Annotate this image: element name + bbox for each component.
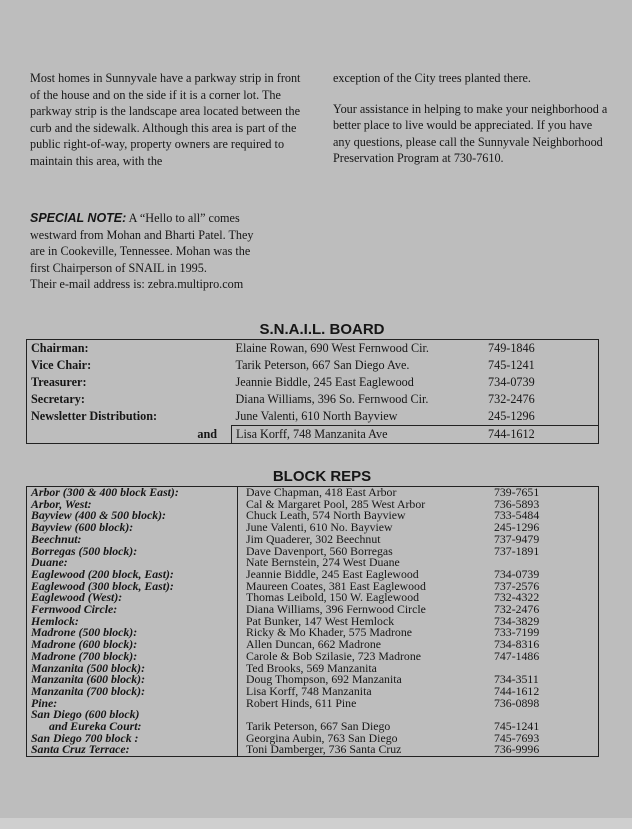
block-rep-phone: 734-0739	[494, 566, 540, 581]
block-area: and Eureka Court:	[27, 721, 238, 733]
block-rep-phone: 734-3829	[494, 613, 540, 628]
block-rep-phone: 732-2476	[494, 602, 540, 617]
parkway-paragraph-continued: exception of the City trees planted there.	[333, 71, 531, 85]
board-role: Chairman:	[31, 341, 89, 355]
block-reps-heading: BLOCK REPS	[272, 468, 372, 485]
block-area: Borregas (500 block):	[27, 546, 238, 558]
block-area: San Diego (600 block)	[27, 709, 238, 721]
block-area: Fernwood Circle:	[27, 604, 238, 616]
block-reps-table	[26, 486, 599, 757]
block-area: Santa Cruz Terrace:	[27, 744, 238, 756]
board-member: Lisa Korff, 748 Manzanita Ave	[232, 426, 471, 444]
block-rep-name: Maureen Coates, 381 East Eaglewood	[246, 578, 426, 593]
block-rep-phone: 744-1612	[494, 683, 540, 698]
block-rep-name: Nate Bernstein, 274 West Duane	[246, 555, 400, 570]
block-area: Bayview (400 & 500 block):	[27, 510, 238, 522]
board-table	[26, 339, 599, 444]
board-role: Treasurer:	[31, 375, 87, 389]
board-role: Vice Chair:	[31, 358, 92, 372]
block-rep-phone: 734-8316	[494, 637, 540, 652]
block-rep-name: Carole & Bob Szilasie, 723 Madrone	[246, 648, 421, 663]
board-phone: 744-1612	[470, 426, 599, 444]
block-rep-name: Ted Brooks, 569 Manzanita	[246, 660, 377, 675]
block-rep-name: Georgina Aubin, 763 San Diego	[246, 730, 398, 745]
board-member: Diana Williams, 396 So. Fernwood Cir.	[235, 392, 429, 406]
block-area: Eaglewood (West):	[27, 592, 238, 604]
board-phone: 245-1296	[488, 409, 535, 423]
board-row	[27, 408, 599, 426]
board-phone: 745-1241	[488, 358, 535, 372]
board-member: Elaine Rowan, 690 West Fernwood Cir.	[235, 341, 429, 355]
block-area: Bayview (600 block):	[27, 522, 238, 534]
block-rep-phone: 737-9479	[494, 531, 540, 546]
block-area: San Diego 700 block :	[27, 733, 238, 745]
block-rep-name: Diana Williams, 396 Fernwood Circle	[246, 602, 426, 617]
block-rep-row	[27, 744, 599, 756]
intro-left-column	[30, 70, 308, 183]
block-area: Madrone (500 block):	[27, 627, 238, 639]
board-row	[27, 374, 599, 391]
block-area: Arbor, West:	[27, 499, 238, 511]
block-area: Pine:	[27, 698, 238, 710]
block-rep-phone: 733-7199	[494, 625, 540, 640]
page-bottom-edge	[0, 818, 632, 829]
block-area: Eaglewood (200 block, East):	[27, 569, 238, 581]
special-note-line: westward from Mohan and Bharti Patel. They	[30, 227, 254, 242]
block-rep-phone: 245-1296	[494, 520, 540, 535]
board-member: Jeannie Biddle, 245 East Eaglewood	[235, 375, 414, 389]
block-rep-name: Jeannie Biddle, 245 East Eaglewood	[246, 566, 419, 581]
block-rep-phone: 747-1486	[494, 648, 540, 663]
block-area: Manzanita (700 block):	[27, 686, 238, 698]
board-row	[27, 391, 599, 408]
board-phone: 734-0739	[488, 375, 535, 389]
block-area: Arbor (300 & 400 block East):	[27, 487, 238, 499]
block-rep-name: Pat Bunker, 147 West Hemlock	[246, 613, 395, 628]
block-rep-phone: 745-1241	[494, 719, 540, 734]
block-rep-phone: 733-5484	[494, 508, 540, 523]
block-rep-name: Lisa Korff, 748 Manzanita	[246, 683, 372, 698]
special-note-label: SPECIAL NOTE:	[30, 211, 127, 225]
board-role: Newsletter Distribution:	[31, 409, 158, 424]
board-row	[27, 340, 599, 358]
intro-right-column	[333, 70, 608, 181]
block-rep-name: Tarik Peterson, 667 San Diego	[246, 719, 391, 734]
block-rep-name: Dave Davenport, 560 Borregas	[246, 543, 393, 558]
block-rep-name: Dave Chapman, 418 East Arbor	[246, 485, 397, 499]
block-rep-name: Allen Duncan, 662 Madrone	[246, 637, 381, 652]
special-note-email-line: Their e-mail address is: zebra.multipro.com	[30, 277, 244, 291]
block-rep-name: Jim Quaderer, 302 Beechnut	[246, 531, 381, 546]
board-and: and	[27, 426, 232, 444]
special-note-line: A “Hello to all” comes	[126, 211, 240, 225]
special-note-line: first Chairperson of SNAIL in 1995.	[30, 260, 207, 275]
parkway-paragraph: Most homes in Sunnyvale have a parkway strip in front of the house and on the side if it is a corner lot. The parkway strip is the landscape area located between the curb and the sidewalk. Although this area is part of the public right-of-way, property owners are required to maintain this area, with the	[30, 71, 301, 168]
block-area: Manzanita (500 block):	[27, 663, 238, 675]
block-area: Eaglewood (300 block, East):	[27, 581, 238, 593]
board-row	[27, 357, 599, 374]
block-rep-name: Doug Thompson, 692 Manzanita	[246, 672, 402, 687]
block-rep-phone: 732-4322	[494, 590, 540, 605]
block-area: Madrone (700 block):	[27, 651, 238, 663]
board-heading: S.N.A.I.L. BOARD	[259, 321, 385, 338]
special-note	[30, 210, 320, 293]
block-rep-name: Robert Hinds, 611 Pine	[246, 695, 357, 710]
block-rep-phone: 734-3511	[494, 672, 539, 687]
block-area: Beechnut:	[27, 534, 238, 546]
assistance-paragraph: Your assistance in helping to make your neighborhood a better place to live would be appreciated. If you have any questions, please call the Sunnyvale Neighborhood Preservation Program at 730-7610.	[333, 101, 608, 165]
block-rep-phone: 736-9996	[494, 742, 540, 757]
block-rep-phone: 736-5893	[494, 496, 540, 511]
board-phone: 732-2476	[488, 392, 535, 406]
block-rep-phone: 736-0898	[494, 695, 540, 710]
block-area: Madrone (600 block):	[27, 639, 238, 651]
block-rep-name: Chuck Leath, 574 North Bayview	[246, 508, 406, 523]
block-rep-name: June Valenti, 610 No. Bayview	[246, 520, 393, 535]
board-row	[27, 426, 599, 444]
board-member: June Valenti, 610 North Bayview	[235, 409, 398, 423]
block-rep-name: Cal & Margaret Pool, 285 West Arbor	[246, 496, 426, 511]
special-note-line: are in Cookeville, Tennessee. Mohan was the	[30, 244, 251, 258]
block-rep-name: Toni Damberger, 736 Santa Cruz	[246, 742, 402, 757]
block-rep-phone: 739-7651	[494, 485, 540, 499]
block-area: Duane:	[27, 557, 238, 569]
board-member: Tarik Peterson, 667 San Diego Ave.	[235, 358, 410, 372]
block-rep-name: Thomas Leibold, 150 W. Eaglewood	[246, 590, 419, 605]
block-area: Hemlock:	[27, 616, 238, 628]
block-rep-phone: 737-1891	[494, 543, 540, 558]
board-phone: 749-1846	[488, 341, 535, 355]
block-rep-phone: 745-7693	[494, 730, 540, 745]
block-rep-phone: 737-2576	[494, 578, 540, 593]
block-rep-name: Ricky & Mo Khader, 575 Madrone	[246, 625, 412, 640]
board-role: Secretary:	[31, 392, 85, 406]
block-area: Manzanita (600 block):	[27, 674, 238, 686]
